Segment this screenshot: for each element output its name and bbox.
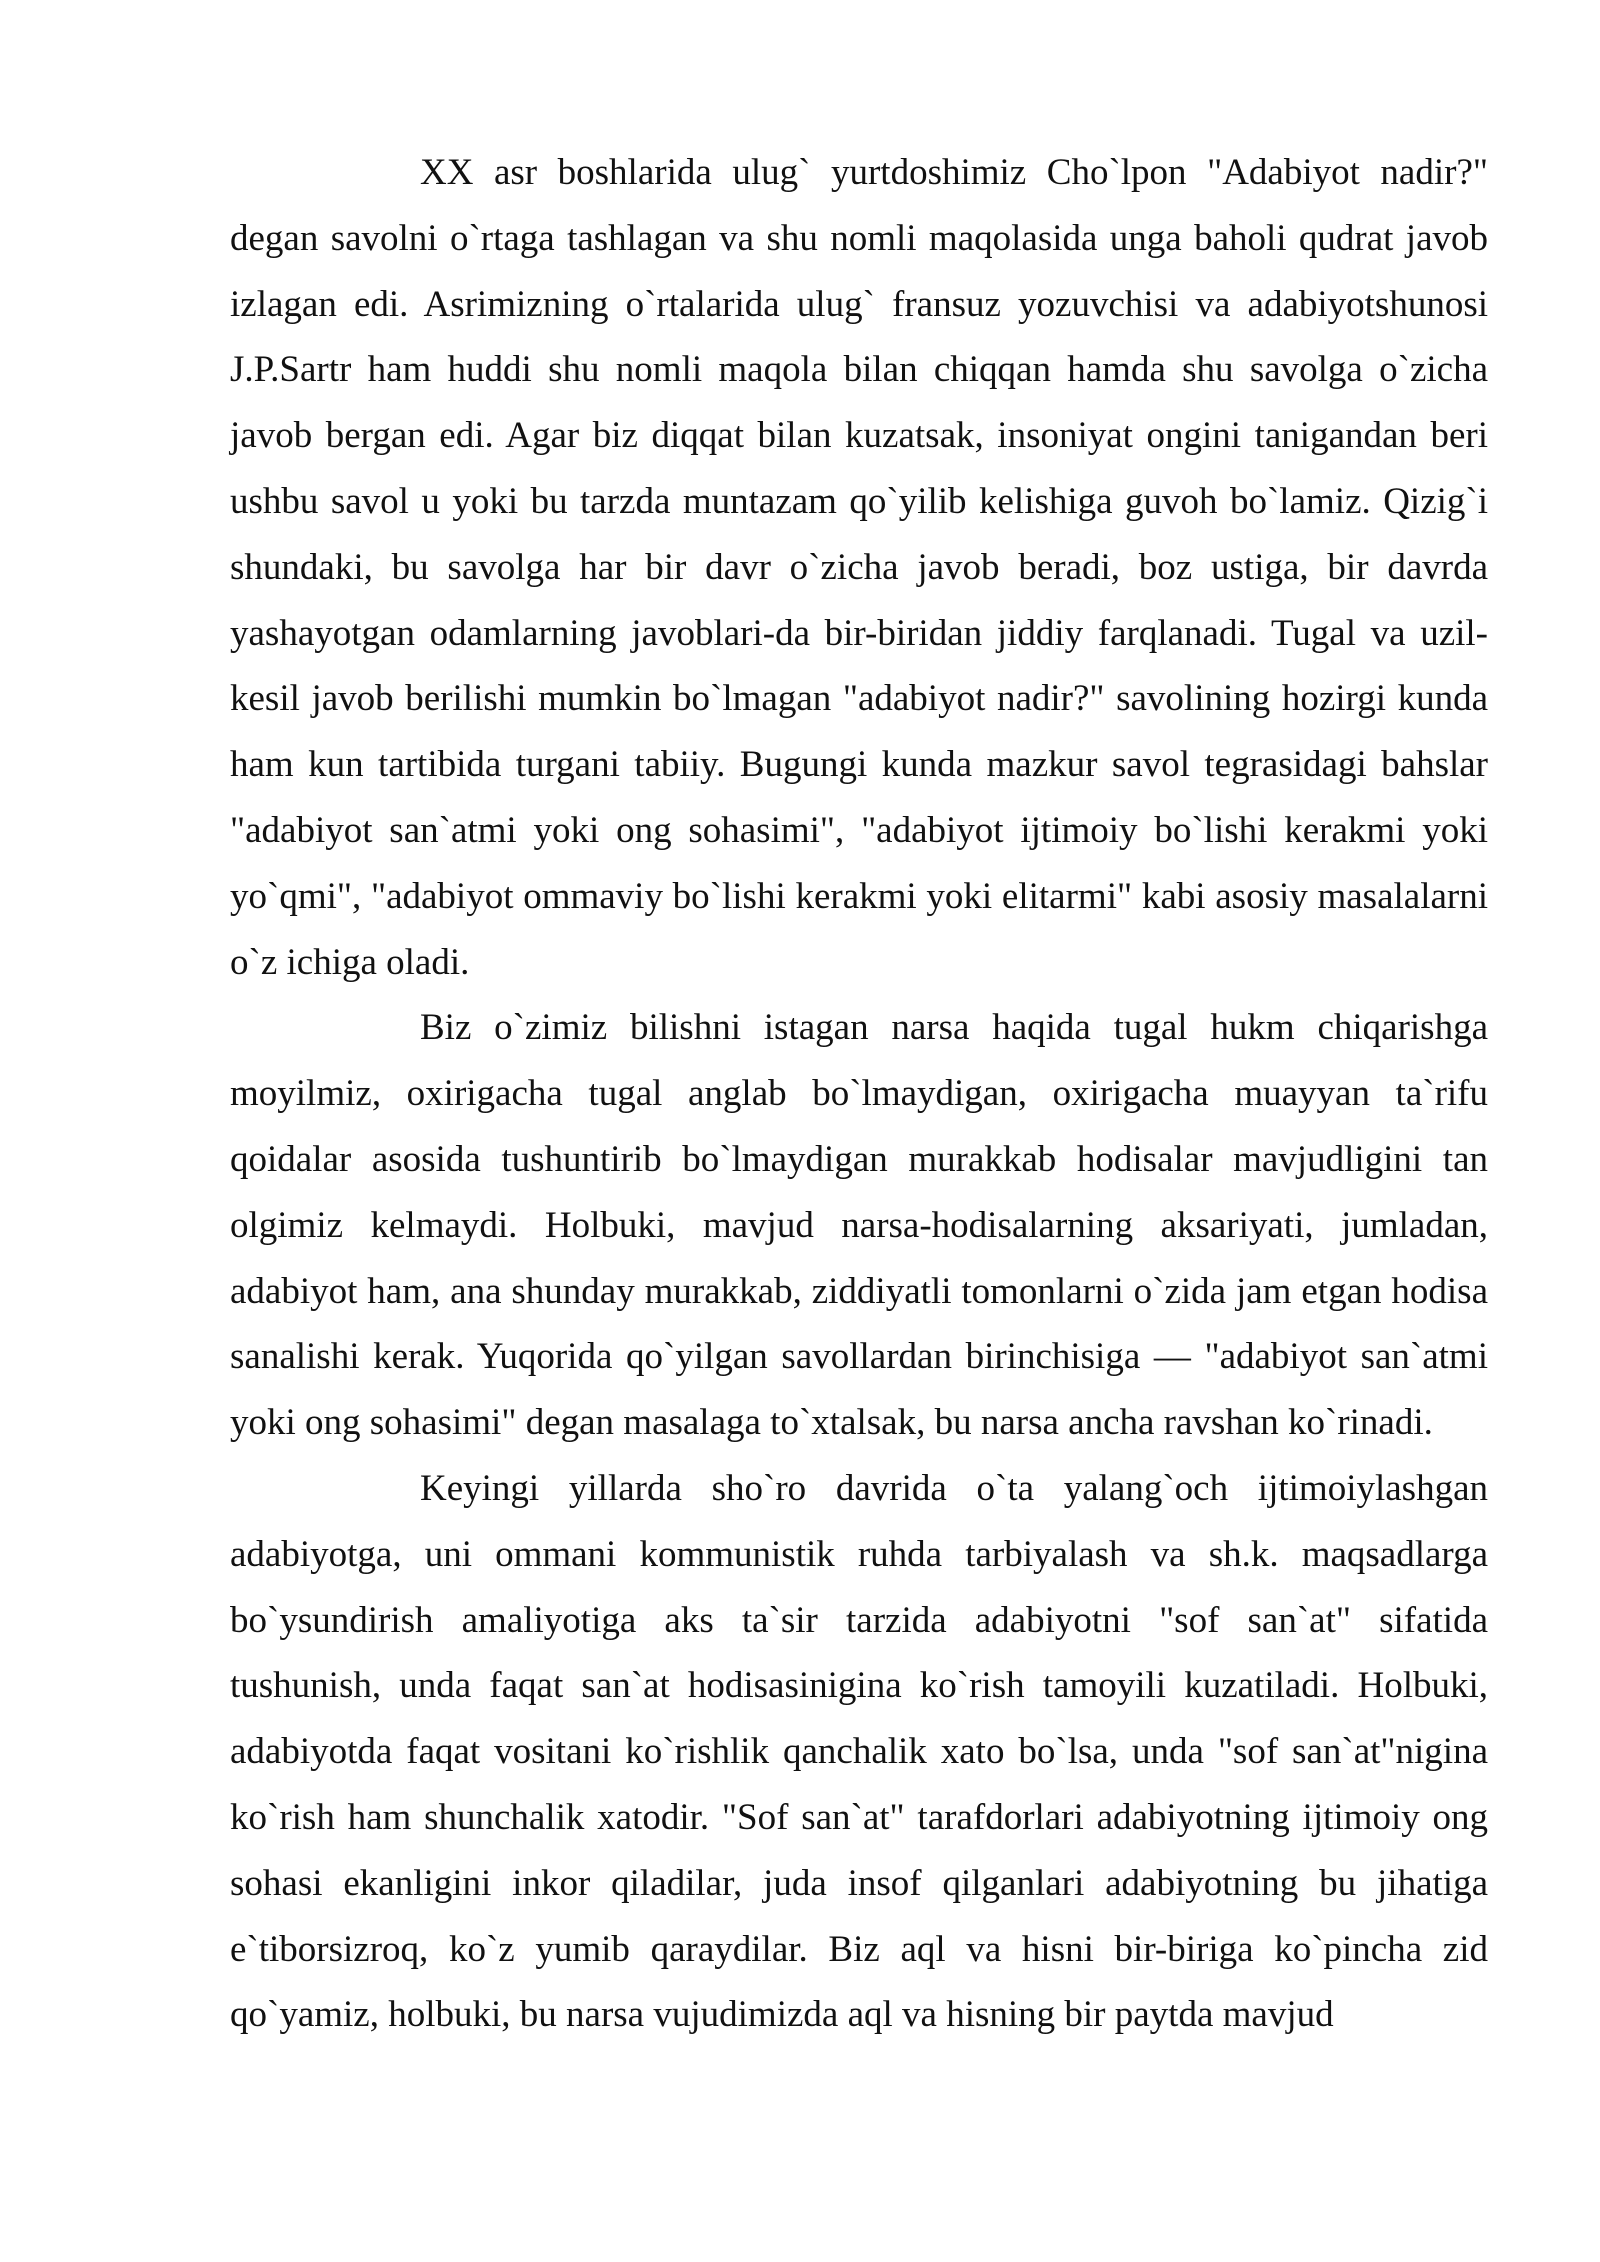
document-page — [230, 140, 1488, 2048]
paragraph-1: XX asr boshlarida ulug` yurtdoshimiz Cho`lpon "Adabiyot nadir?" degan savolni o`rtaga tashlagan va shu nomli maqolasida unga baholi qudrat javob izlagan edi. Asrimizning o`rtalarida ulug` fransuz yozuvchisi va adabiyotshunosi J.P.Sartr ham huddi shu nomli maqola bilan chiqqan hamda shu savolga o`zicha javob bergan edi. Agar biz diqqat bilan kuzatsak, insoniyat ongini tanigandan beri ushbu savol u yoki bu tarzda muntazam qo`yilib kelishiga guvoh bo`lamiz. Qizig`i shundaki, bu savolga har bir davr o`zicha javob beradi, boz ustiga, bir davrda yashayotgan odamlarning javoblari-da bir-biridan jiddiy farqlanadi. Tugal va uzil-kesil javob berilishi mumkin bo`lmagan "adabiyot nadir?" savolining hozirgi kunda ham kun tartibida turgani tabiiy. Bugungi kunda mazkur savol tegrasidagi bahslar "adabiyot san`atmi yoki ong sohasimi", "adabiyot ijtimoiy bo`lishi kerakmi yoki yo`qmi", "adabiyot ommaviy bo`lishi kerakmi yoki elitarmi" kabi asosiy masalalarni o`z ichiga oladi. — [230, 152, 1488, 983]
paragraph-3: Keyingi yillarda sho`ro davrida o`ta yalang`och ijtimoiylashgan adabiyotga, uni ommani kommunistik ruhda tarbiyalash va sh.k. maqsadlarga bo`ysundirish amaliyotiga aks ta`sir tarzida adabiyotni "sof san`at" sifatida tushunish, unda faqat san`at hodisasinigina ko`rish tamoyili kuzatiladi. Holbuki, adabiyotda faqat vositani ko`rishlik qanchalik xato bo`lsa, unda "sof san`at"nigina ko`rish ham shunchalik xatodir. "Sof san`at" tarafdorlari adabiyotning ijtimoiy ong sohasi ekanligini inkor qiladilar, juda insof qilganlari adabiyotning bu jihatiga e`tiborsizroq, ko`z yumib qaraydilar. Biz aql va hisni bir-biriga ko`pincha zid qo`yamiz, holbuki, bu narsa vujudimizda aql va hisning bir paytda mavjud — [230, 1467, 1488, 2036]
paragraph-2: Biz o`zimiz bilishni istagan narsa haqida tugal hukm chiqarishga moyilmiz, oxirigacha tugal anglab bo`lmaydigan, oxirigacha muayyan ta`rifu qoidalar asosida tushuntirib bo`lmaydigan murakkab hodisalar mavjudligini tan olgimiz kelmaydi. Holbuki, mavjud narsa-hodisalarning aksariyati, jumladan, adabiyot ham, ana shunday murakkab, ziddiyatli tomonlarni o`zida jam etgan hodisa sanalishi kerak. Yuqorida qo`yilgan savollardan birinchisiga — "adabiyot san`atmi yoki ong sohasimi" degan masalaga to`xtalsak, bu narsa ancha ravshan ko`rinadi. — [230, 1007, 1488, 1444]
